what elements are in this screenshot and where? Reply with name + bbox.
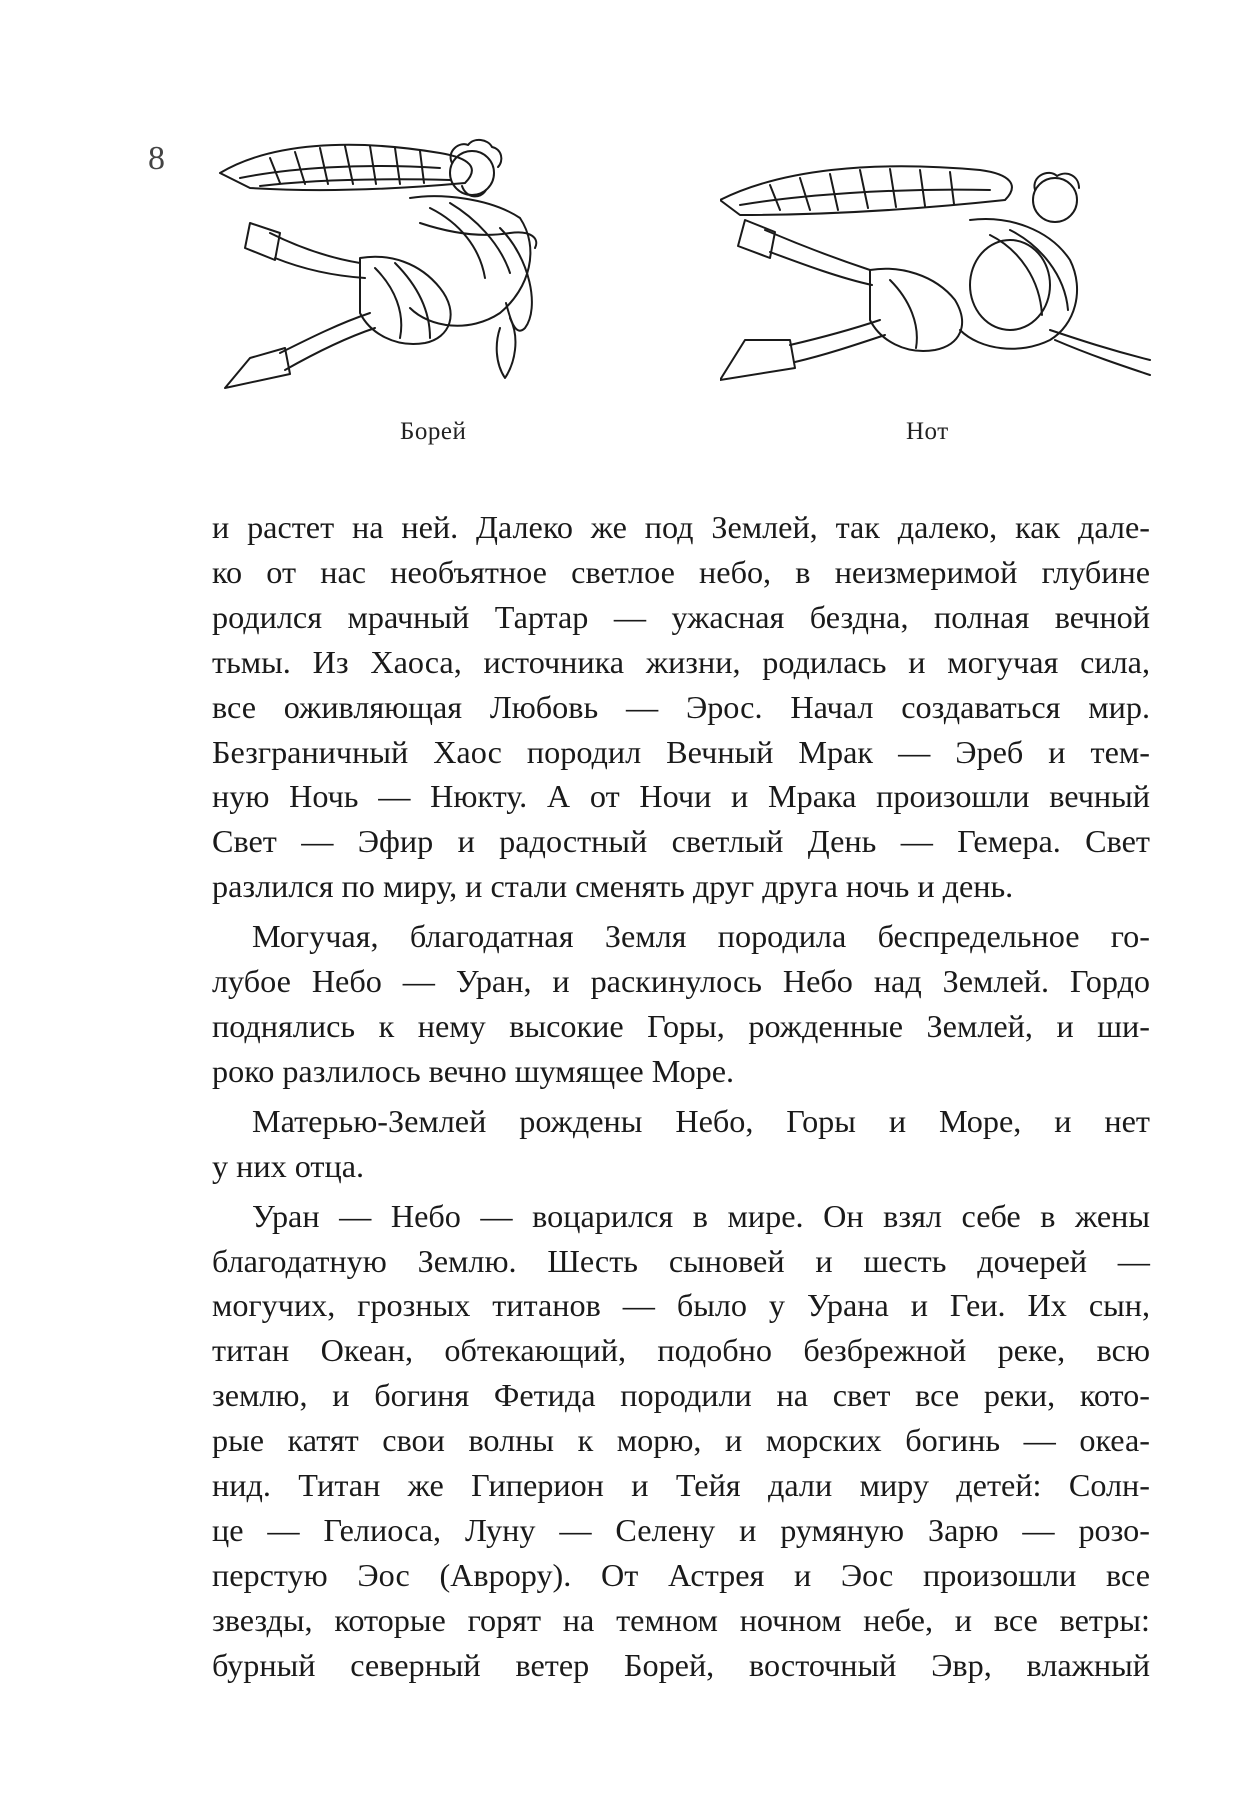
notus-illustration — [720, 160, 1160, 400]
page-number: 8 — [148, 140, 165, 177]
text-line: поднялись к нему высокие Горы, рожденные Землей, и ши- — [212, 1007, 1150, 1044]
text-line: ную Ночь — Нюкту. А от Ночи и Мрака произошли вечный — [212, 778, 1150, 815]
paragraph-1 — [212, 505, 1150, 909]
figure-caption-notus: Нот — [906, 418, 949, 445]
text-line: бурный северный ветер Борей, восточный Эвр, влажный — [212, 1646, 1150, 1683]
figure-caption-boreas: Борей — [400, 418, 467, 445]
text-line: и растет на ней. Далеко же под Землей, так далеко, как дале- — [212, 509, 1150, 545]
text-line: це — Гелиоса, Луну — Селену и румяную Зарю — розо- — [212, 1511, 1150, 1548]
text-line: землю, и богиня Фетида породили на свет все реки, кото- — [212, 1377, 1150, 1414]
text-line: звезды, которые горят на темном ночном небе, и все ветры: — [212, 1601, 1150, 1638]
text-line: родился мрачный Тартар — ужасная бездна, полная вечной — [212, 598, 1150, 635]
text-line: Могучая, благодатная Земля породила беспредельное го- — [252, 918, 1150, 955]
text-line: Уран — Небо — воцарился в мире. Он взял себе в жены — [252, 1197, 1150, 1234]
text-line: титан Океан, обтекающий, подобно безбрежной реке, всю — [212, 1332, 1150, 1369]
text-line: рые катят свои волны к морю, и морских богинь — океа- — [212, 1422, 1150, 1459]
text-line: роко разлилось вечно шумящее Море. — [212, 1052, 735, 1089]
text-line: все оживляющая Любовь — Эрос. Начал создаваться мир. — [212, 688, 1150, 725]
paragraph-2 — [212, 914, 1150, 1094]
winged-figure-notus-icon — [720, 160, 1160, 400]
text-line: Матерью-Землей рождены Небо, Горы и Море, и нет — [252, 1102, 1150, 1139]
text-line: лубое Небо — Уран, и раскинулось Небо над Землей. Гордо — [212, 963, 1150, 1000]
winged-figure-boreas-icon — [210, 138, 675, 398]
text-line: у них отца. — [212, 1147, 365, 1184]
boreas-illustration — [210, 138, 675, 398]
text-line: перстую Эос (Аврору). От Астрея и Эос произошли все — [212, 1556, 1150, 1593]
text-line: тьмы. Из Хаоса, источника жизни, родилась и могучая сила, — [212, 643, 1150, 680]
text-line: благодатную Землю. Шесть сыновей и шесть дочерей — — [212, 1242, 1150, 1279]
paragraph-3 — [212, 1099, 1150, 1189]
text-line: Безграничный Хаос породил Вечный Мрак — Эреб и тем- — [212, 733, 1150, 770]
text-line: Свет — Эфир и радостный светлый День — Гемера. Свет — [212, 823, 1150, 860]
text-line: могучих, грозных титанов — было у Урана и Геи. Их сын, — [212, 1287, 1150, 1324]
text-line: разлился по миру, и стали сменять друг друга ночь и день. — [212, 868, 1014, 905]
text-line: ко от нас необъятное светлое небо, в неизмеримой глубине — [212, 553, 1150, 590]
text-line: нид. Титан же Гиперион и Тейя дали миру детей: Солн- — [212, 1467, 1150, 1504]
paragraph-4 — [212, 1194, 1150, 1688]
body-text — [212, 505, 1150, 1688]
